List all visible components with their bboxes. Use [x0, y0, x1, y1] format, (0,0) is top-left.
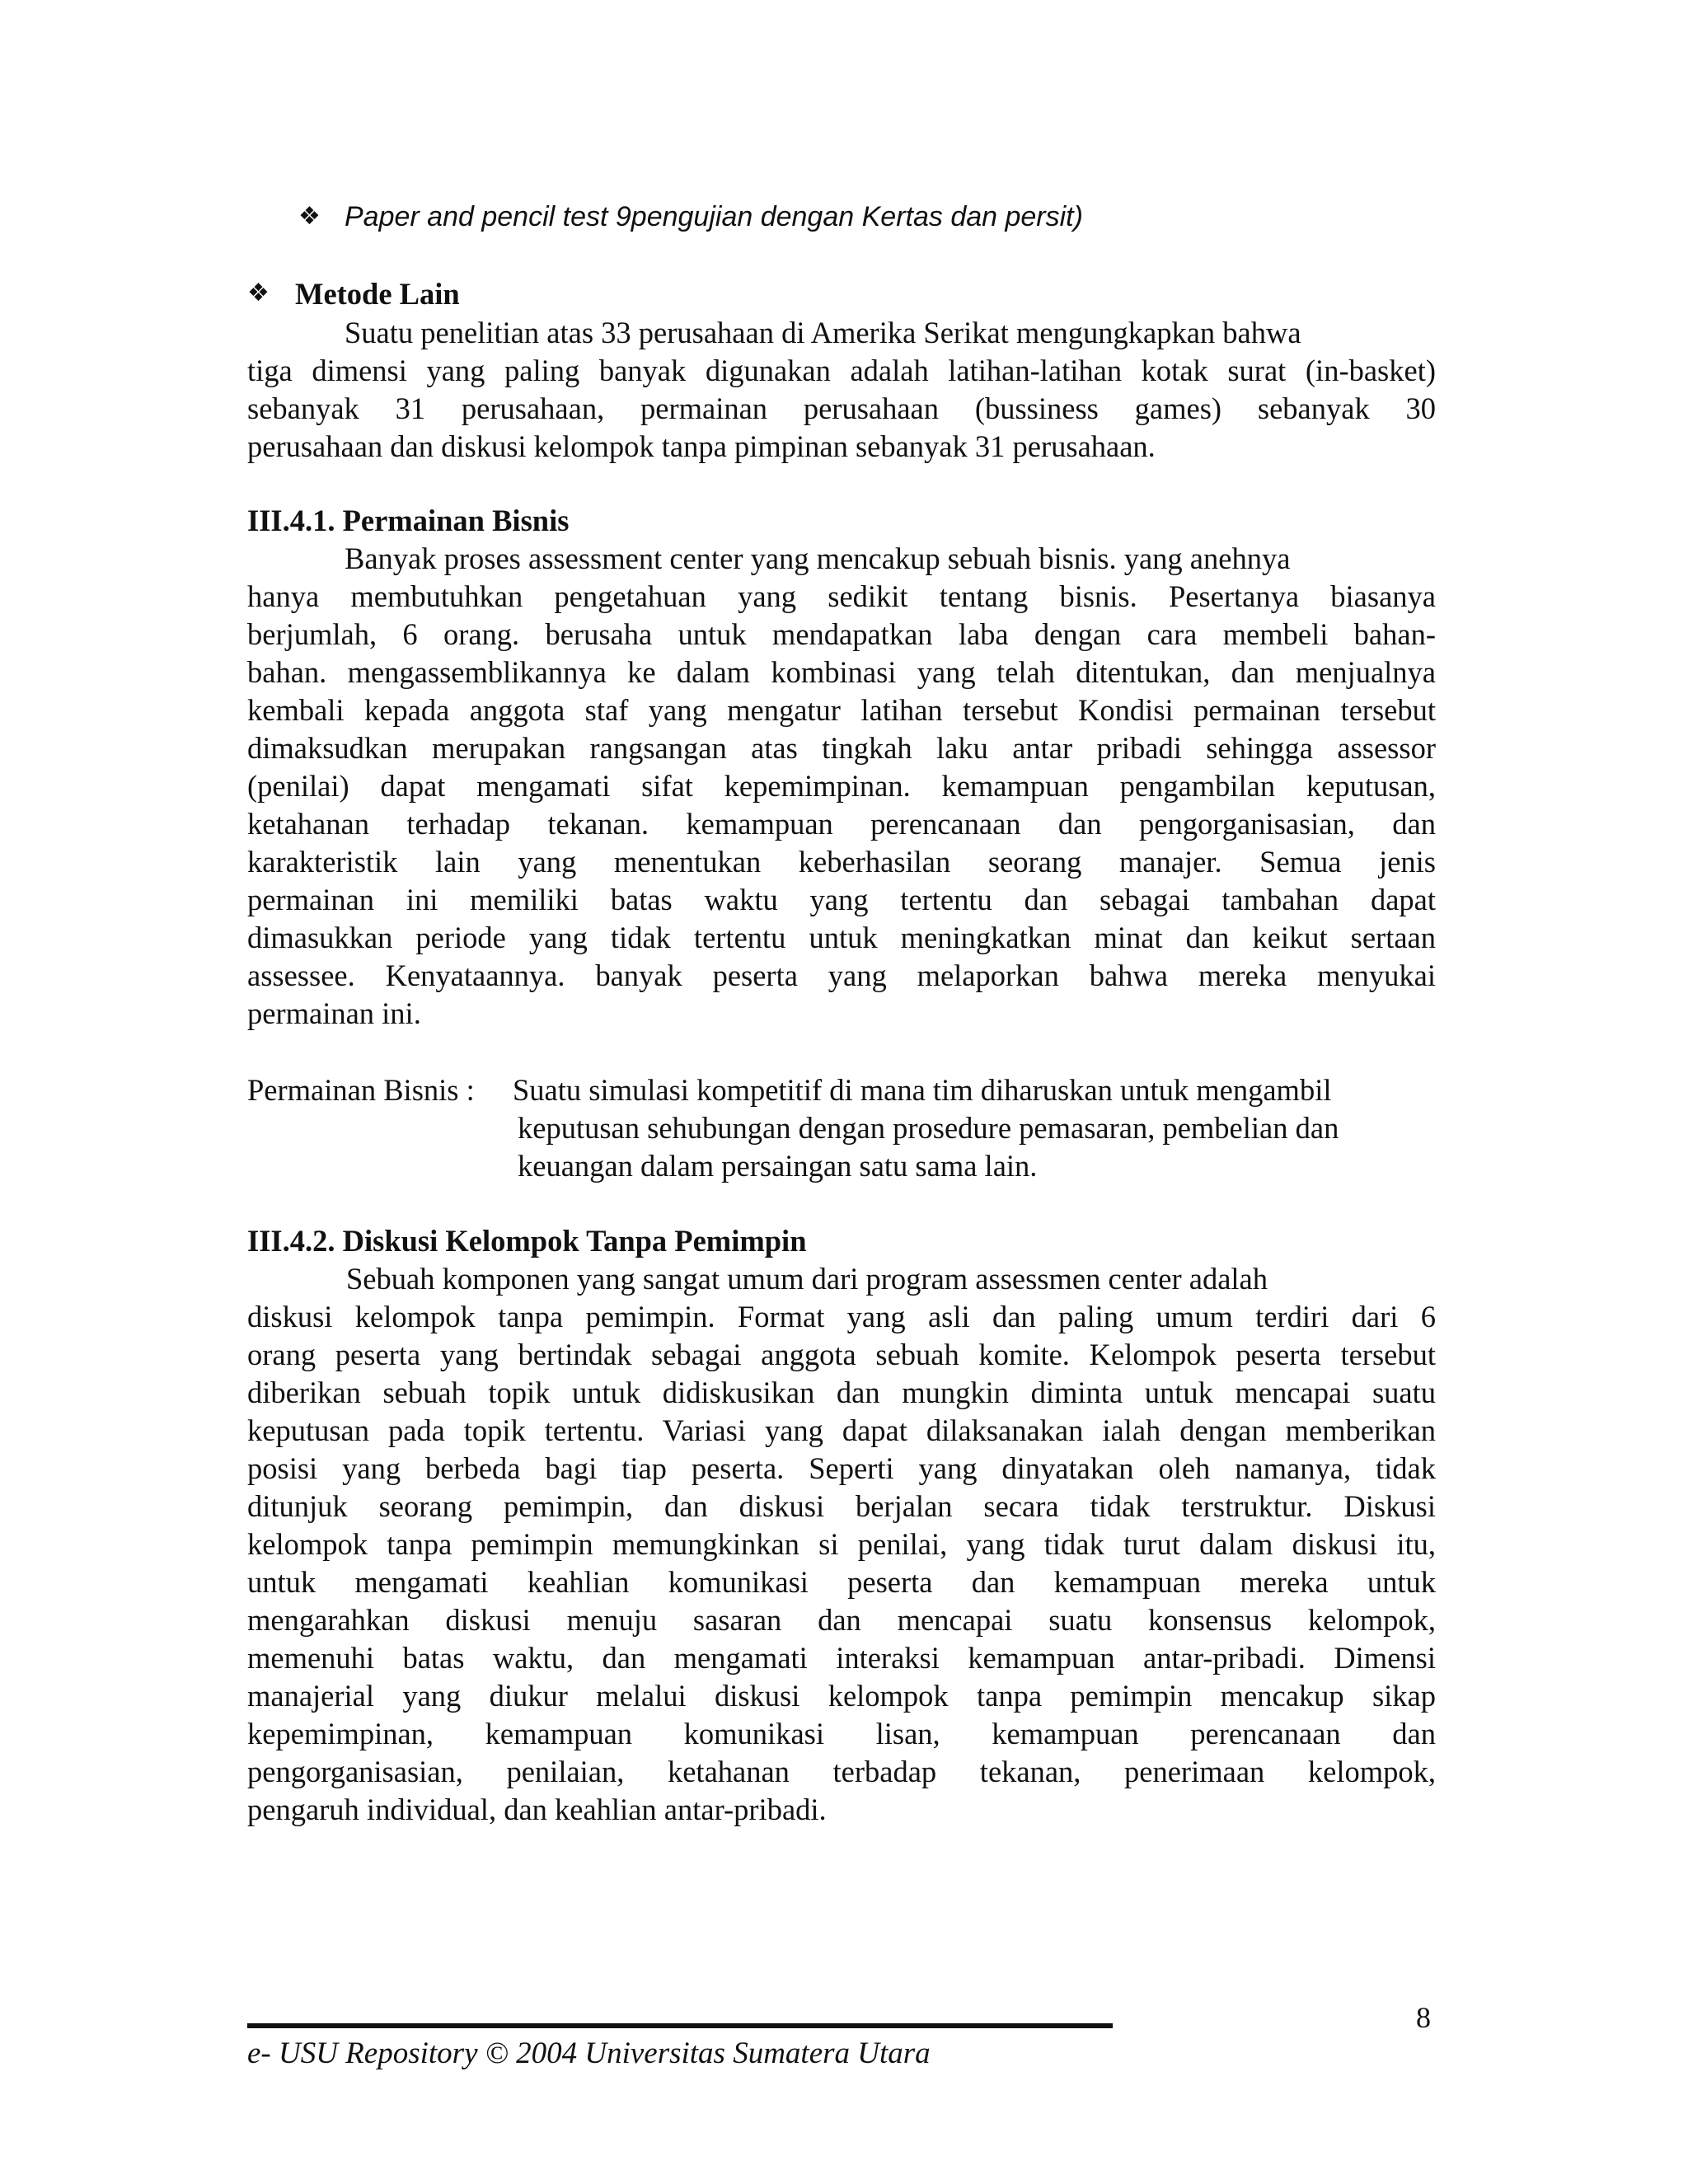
paragraph-line: Banyak proses assessment center yang mencakup sebuah bisnis. yang anehnya — [345, 541, 1291, 575]
paragraph-line: pengaruh individual, dan keahlian antar-pribadi. — [247, 1793, 827, 1826]
paragraph-line: dimasukkan periode yang tidak tertentu untuk meningkatkan minat dan keikut sertaan — [247, 921, 1436, 954]
paragraph-line: Sebuah komponen yang sangat umum dari program assessmen center adalah — [346, 1262, 1268, 1296]
paragraph-line: orang peserta yang bertindak sebagai anggota sebuah komite. Kelompok peserta tersebut — [247, 1338, 1436, 1371]
paragraph-line: dimaksudkan merupakan rangsangan atas tingkah laku antar pribadi sehingga assessor — [247, 731, 1436, 765]
footer-text: e- USU Repository © 2004 Universitas Sumatera Utara — [247, 2036, 931, 2070]
paragraph-line: Suatu penelitian atas 33 perusahaan di Amerika Serikat mengungkapkan bahwa — [345, 316, 1301, 349]
footer-rule — [247, 2023, 1113, 2028]
bullet-icon: ❖ — [298, 202, 321, 231]
paragraph-line: posisi yang berbeda bagi tiap peserta. Seperti yang dinyatakan oleh namanya, tidak — [247, 1451, 1436, 1485]
paragraph-line: diskusi kelompok tanpa pemimpin. Format yang asli dan paling umum terdiri dari 6 — [247, 1300, 1436, 1333]
paragraph-line: tiga dimensi yang paling banyak digunakan adalah latihan-latihan kotak surat (in-basket) — [247, 354, 1436, 387]
paragraph-line: permainan ini. — [247, 996, 421, 1030]
paragraph-line: kembali kepada anggota staf yang mengatur latihan tersebut Kondisi permainan tersebut — [247, 693, 1436, 727]
paragraph-line: hanya membutuhkan pengetahuan yang sedikit tentang bisnis. Pesertanya biasanya — [247, 579, 1436, 613]
bullet-icon: ❖ — [247, 279, 270, 307]
paragraph-line: permainan ini memiliki batas waktu yang tertentu dan sebagai tambahan dapat — [247, 883, 1436, 916]
paragraph-line: (penilai) dapat mengamati sifat kepemimpinan. kemampuan pengambilan keputusan, — [247, 769, 1436, 803]
section-heading-diskusi: III.4.2. Diskusi Kelompok Tanpa Pemimpin — [247, 1224, 807, 1258]
paragraph-line: bahan. mengassemblikannya ke dalam kombinasi yang telah ditentukan, dan menjualnya — [247, 655, 1436, 689]
paragraph-line: pengorganisasian, penilaian, ketahanan terbadap tekanan, penerimaan kelompok, — [247, 1755, 1436, 1788]
bullet-item-paper-pencil: Paper and pencil test 9pengujian dengan Kertas dan persit) — [345, 201, 1083, 232]
section-heading-permainan-bisnis: III.4.1. Permainan Bisnis — [247, 504, 570, 537]
paragraph-line: kelompok tanpa pemimpin memungkinkan si penilai, yang tidak turut dalam diskusi itu, — [247, 1527, 1436, 1561]
definition-line: keuangan dalam persaingan satu sama lain. — [518, 1149, 1038, 1183]
definition-line: keputusan sehubungan dengan prosedure pemasaran, pembelian dan — [518, 1111, 1339, 1145]
section-heading-metode-lain: Metode Lain — [295, 277, 460, 311]
definition-line: Suatu simulasi kompetitif di mana tim diharuskan untuk mengambil — [513, 1073, 1332, 1107]
paragraph-line: berjumlah, 6 orang. berusaha untuk mendapatkan laba dengan cara membeli bahan- — [247, 617, 1436, 651]
definition-term: Permainan Bisnis : — [247, 1073, 475, 1107]
paragraph-line: untuk mengamati keahlian komunikasi peserta dan kemampuan mereka untuk — [247, 1565, 1436, 1599]
paragraph-line: perusahaan dan diskusi kelompok tanpa pimpinan sebanyak 31 perusahaan. — [247, 429, 1156, 463]
page-number: 8 — [1416, 2001, 1431, 2034]
paragraph-line: diberikan sebuah topik untuk didiskusikan dan mungkin diminta untuk mencapai suatu — [247, 1376, 1436, 1409]
paragraph-line: karakteristik lain yang menentukan keberhasilan seorang manajer. Semua jenis — [247, 845, 1436, 879]
paragraph-line: keputusan pada topik tertentu. Variasi yang dapat dilaksanakan ialah dengan memberikan — [247, 1413, 1436, 1447]
paragraph-line: ditunjuk seorang pemimpin, dan diskusi berjalan secara tidak terstruktur. Diskusi — [247, 1489, 1436, 1523]
paragraph-line: mengarahkan diskusi menuju sasaran dan mencapai suatu konsensus kelompok, — [247, 1603, 1436, 1637]
paragraph-line: manajerial yang diukur melalui diskusi kelompok tanpa pemimpin mencakup sikap — [247, 1679, 1436, 1713]
paragraph-line: sebanyak 31 perusahaan, permainan perusahaan (bussiness games) sebanyak 30 — [247, 391, 1436, 425]
paragraph-line: assessee. Kenyataannya. banyak peserta yang melaporkan bahwa mereka menyukai — [247, 958, 1436, 992]
paragraph-line: memenuhi batas waktu, dan mengamati interaksi kemampuan antar-pribadi. Dimensi — [247, 1641, 1436, 1675]
paragraph-line: ketahanan terhadap tekanan. kemampuan perencanaan dan pengorganisasian, dan — [247, 807, 1436, 841]
paragraph-line: kepemimpinan, kemampuan komunikasi lisan, kemampuan perencanaan dan — [247, 1717, 1436, 1750]
